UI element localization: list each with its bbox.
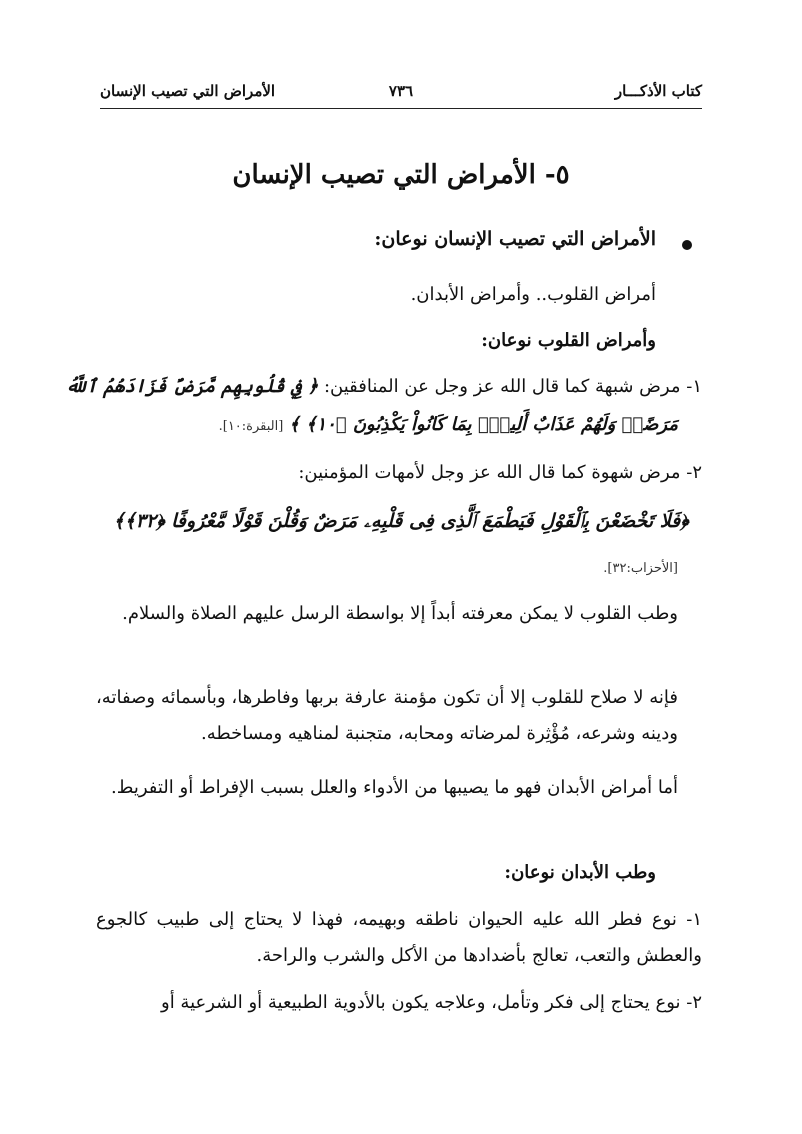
running-header xyxy=(100,82,702,106)
header-divider xyxy=(100,108,702,109)
item1-line2 xyxy=(96,414,702,435)
chapter-title: الأمراض التي تصيب الإنسان xyxy=(100,82,276,100)
book-title: كتاب الأذكـــار xyxy=(614,82,702,100)
para-bodies: أما أمراض الأبدان فهو ما يصيبها من الأدواء والعلل بسبب الإفراط أو التفريط. xyxy=(111,777,678,798)
item2-verse: ﴿فَلَا تَخْضَعْنَ بِٱلْقَوْلِ فَيَطْمَعَ ٱلَّذِى فِى قَلْبِهِۦ مَرَضٌ وَقُلْنَ قَوْلًا مَّعْرُوفًا ﴿٣٢﴾﴾ xyxy=(113,510,689,532)
item1-verse-b: مَرَضًاۖ وَلَهُمْ عَذَابٌ أَلِيمُۢ بِمَا كَانُواْ يَكْذِبُونَ ﴿١٠﴾ ﴾ xyxy=(289,414,678,435)
item2-intro: ٢- مرض شهوة كما قال الله عز وجل لأمهات المؤمنين: xyxy=(298,462,702,483)
bodies-heading: وطب الأبدان نوعان: xyxy=(504,862,656,883)
para-no-good: فإنه لا صلاح للقلوب إلا أن تكون مؤمنة عارفة بربها وفاطرها، وبأسمائه وصفاته، ودينه وشرعه، مُؤْثِرة لمرضاته ومحابه، متجنبة لمناهيه ومساخطه. xyxy=(96,687,678,744)
item2-ref: [الأحزاب:٣٢]. xyxy=(603,561,678,576)
body-item2: ٢- نوع يحتاج إلى فكر وتأمل، وعلاجه يكون بالأدوية الطبيعية أو الشرعية أو xyxy=(161,992,702,1013)
types-line: أمراض القلوب.. وأمراض الأبدان. xyxy=(410,284,656,305)
bullet-icon xyxy=(682,240,692,250)
page-number: ٧٣٦ xyxy=(388,82,414,100)
item1-intro: ١- مرض شبهة كما قال الله عز وجل عن المنافقين: xyxy=(323,376,702,397)
item1-line1 xyxy=(65,376,702,397)
section-title: ٥- الأمراض التي تصيب الإنسان xyxy=(232,160,570,190)
item1-ref: [البقرة:١٠]. xyxy=(218,419,284,434)
bullet-heading: الأمراض التي تصيب الإنسان نوعان: xyxy=(374,228,656,250)
item2-ref-line xyxy=(96,556,702,577)
hearts-heading: وأمراض القلوب نوعان: xyxy=(481,330,656,351)
para-hearts-medicine: وطب القلوب لا يمكن معرفته أبداً إلا بواسطة الرسل عليهم الصلاة والسلام. xyxy=(122,603,678,624)
body-item1: ١- نوع فطر الله عليه الحيوان ناطقه وبهيمه، فهذا لا يحتاج إلى طبيب كالجوع والعطش والتعب، تعالج بأضدادها من الأكل والشرب والراحة. xyxy=(96,909,702,966)
item1-verse-a: ﴿ فِي قُلُوبِهِم مَّرَضٌ فَزَادَهُمُ ٱللَّهُ xyxy=(65,376,319,397)
